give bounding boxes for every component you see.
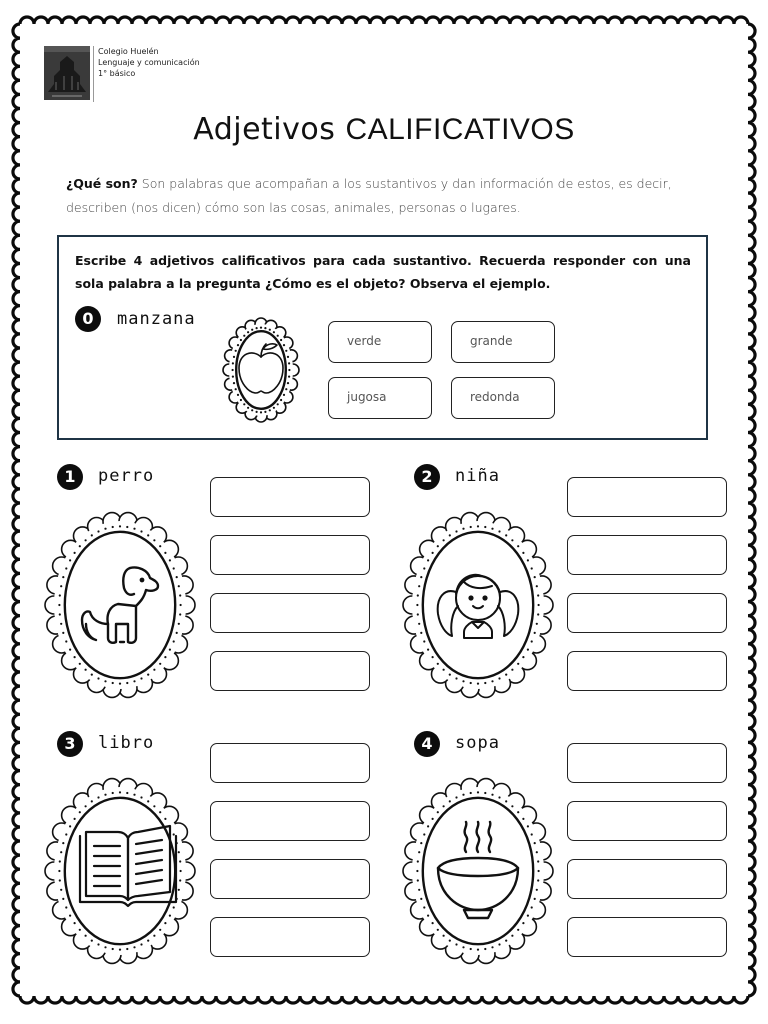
example-answer-1: verde	[328, 321, 432, 363]
intro-lead: ¿Qué son?	[66, 176, 138, 191]
intro-paragraph	[66, 172, 706, 220]
apple-frame	[219, 313, 303, 427]
exercise-4-number-badge: 4	[414, 731, 440, 757]
exercise-1-noun: perro	[98, 466, 155, 486]
exercise-1-frame	[40, 506, 200, 704]
exercise-3-answer-3[interactable]	[210, 859, 370, 899]
exercise-4-noun: sopa	[455, 733, 500, 753]
exercise-3-frame	[40, 772, 200, 970]
exercise-3-number-badge: 3	[57, 731, 83, 757]
exercise-1-answer-4[interactable]	[210, 651, 370, 691]
example-noun: manzana	[117, 309, 196, 329]
instructions-text: Escribe 4 adjetivos calificativos para cada sustantivo. Recuerda responder con una sola palabra a la pregunta ¿Cómo es el objeto? Observa el ejemplo.	[75, 253, 691, 291]
exercise-2-answer-1[interactable]	[567, 477, 727, 517]
example-answer-4: redonda	[451, 377, 555, 419]
exercise-3-answer-4[interactable]	[210, 917, 370, 957]
exercise-1-answer-2[interactable]	[210, 535, 370, 575]
title-part-1: Adjetivos	[193, 112, 336, 147]
grade-level: 1° básico	[98, 69, 136, 78]
example-answer-2: grande	[451, 321, 555, 363]
exercise-4-answer-1[interactable]	[567, 743, 727, 783]
exercise-3-noun: libro	[98, 733, 155, 753]
exercise-4-frame	[398, 772, 558, 970]
title-part-2: CALIFICATIVOS	[345, 113, 575, 146]
exercise-4-answer-2[interactable]	[567, 801, 727, 841]
exercise-2-answer-4[interactable]	[567, 651, 727, 691]
exercise-3-answer-1[interactable]	[210, 743, 370, 783]
subject-name: Lenguaje y comunicación	[98, 58, 200, 67]
exercise-1-answer-3[interactable]	[210, 593, 370, 633]
header-divider	[93, 46, 94, 102]
example-number-badge: 0	[75, 306, 101, 332]
intro-text: Son palabras que acompañan a los sustantivos y dan información de estos, es decir, describen (nos dicen) cómo son las cosas, animales, personas o lugares.	[66, 176, 672, 215]
page-title	[0, 112, 768, 147]
exercise-2-noun: niña	[455, 466, 500, 486]
example-answer-3: jugosa	[328, 377, 432, 419]
exercise-1-number-badge: 1	[57, 464, 83, 490]
school-name: Colegio Huelén	[98, 47, 159, 56]
school-logo	[44, 46, 90, 100]
exercise-2-answer-3[interactable]	[567, 593, 727, 633]
exercise-2-number-badge: 2	[414, 464, 440, 490]
exercise-2-answer-2[interactable]	[567, 535, 727, 575]
exercise-1-answer-1[interactable]	[210, 477, 370, 517]
header-info	[98, 46, 200, 79]
exercise-4-answer-3[interactable]	[567, 859, 727, 899]
exercise-3-answer-2[interactable]	[210, 801, 370, 841]
exercise-4-answer-4[interactable]	[567, 917, 727, 957]
exercise-2-frame	[398, 506, 558, 704]
example-box	[57, 235, 708, 440]
